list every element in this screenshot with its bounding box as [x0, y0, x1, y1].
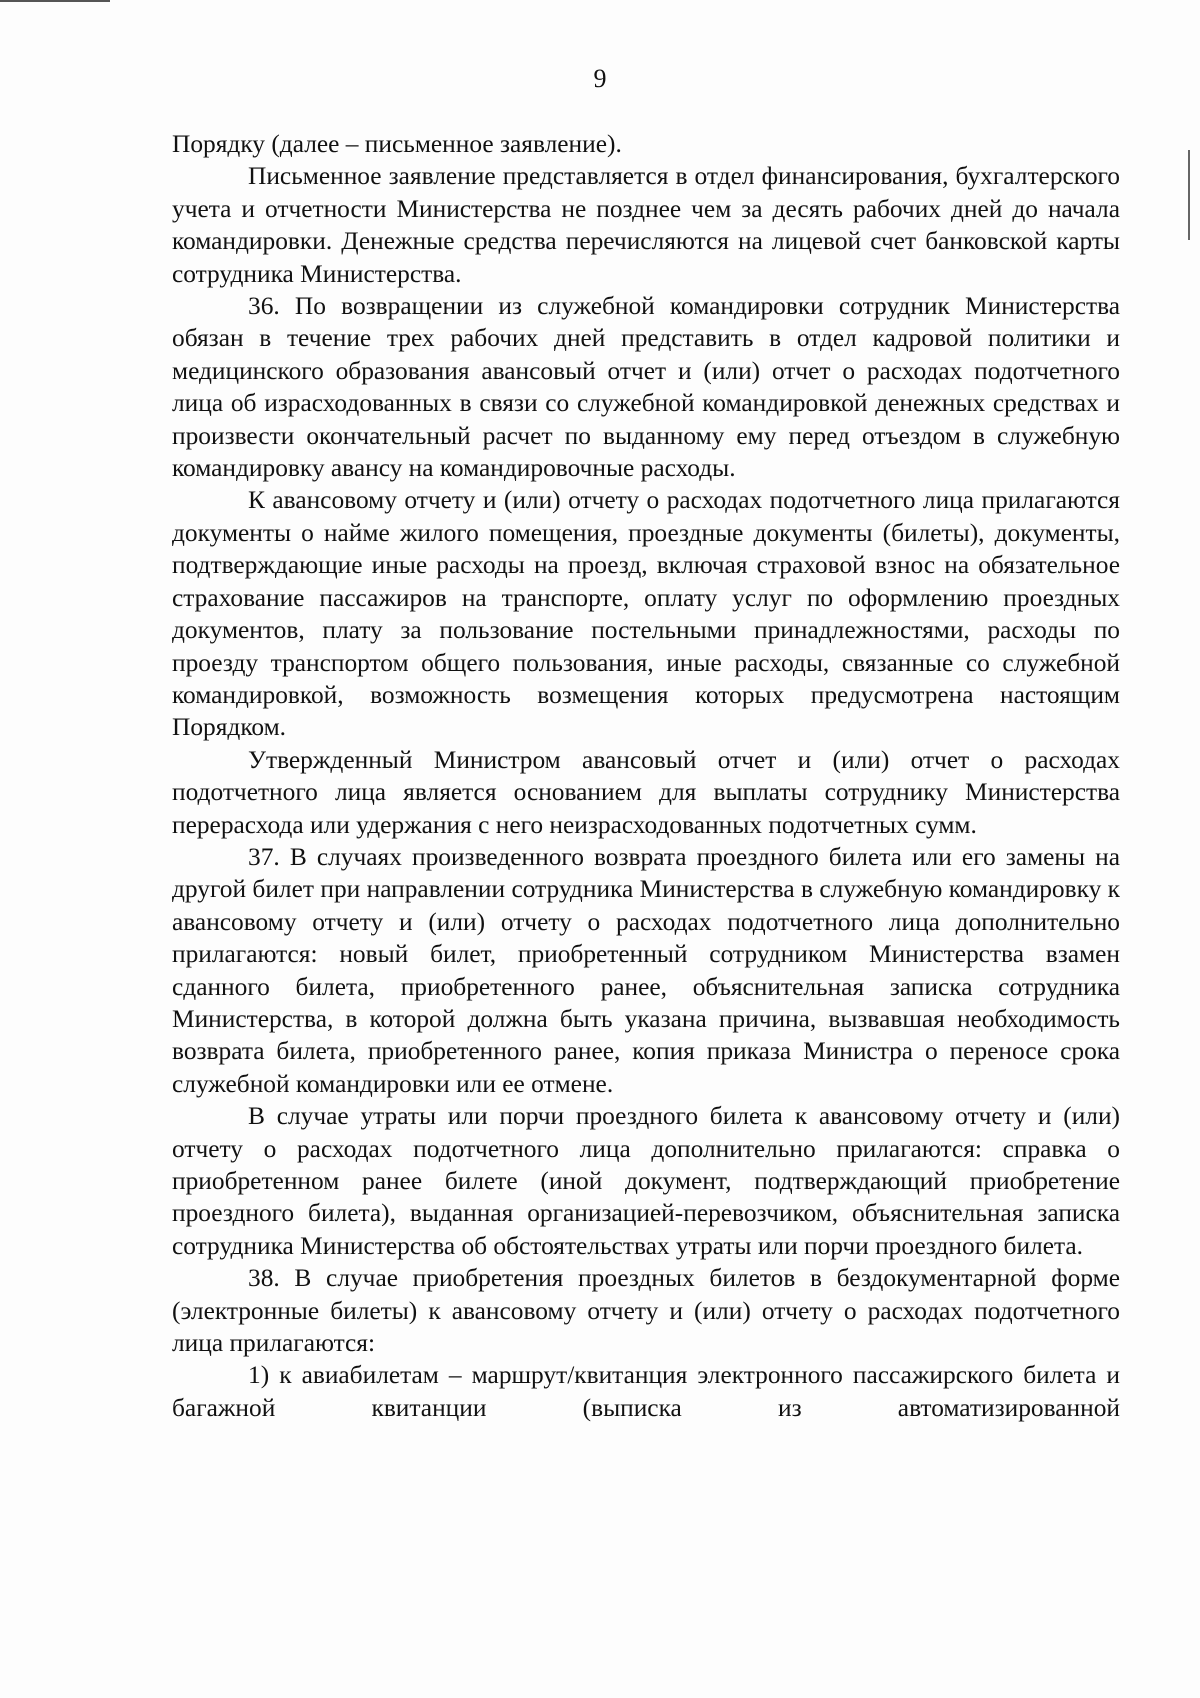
top-edge-line [0, 0, 110, 2]
document-body [172, 128, 1120, 1424]
paragraph-38-item-1: 1) к авиабилетам – маршрут/квитанция электронного пассажирского билета и багажной квитанции (выписка из автоматизированной [172, 1361, 1120, 1422]
right-edge-mark [1188, 150, 1190, 240]
paragraph-37: 37. В случаях произведенного возврата проездного билета или его замены на другой билет при направлении сотрудника Министерства в служебную командировку к авансовому отчету и (или) отчету о расходах подотчетного лица дополнительно прилагаются: новый билет, приобретенный сотрудником Министерства взамен сданного билета, приобретенного ранее, объяснительная записка сотрудника Министерства, в которой должна быть указана причина, вызвавшая необходимость возврата билета, приобретенного ранее, копия приказа Министра о переносе срока служебной командировки или ее отмене. [172, 842, 1120, 1098]
paragraph-approved-report: Утвержденный Министром авансовый отчет и (или) отчет о расходах подотчетного лица является основанием для выплаты сотруднику Министерства перерасхода или удержания с него неизрасходованных подотчетных сумм. [172, 745, 1120, 839]
paragraph-36: 36. По возвращении из служебной командировки сотрудник Министерства обязан в течение трех рабочих дней представить в отдел кадровой политики и медицинского образования авансовый отчет и (или) отчет о расходах подотчетного лица об израсходованных в связи со служебной командировкой денежных средствах и произвести окончательный расчет по выданному ему перед отъездом в служебную командировку авансу на командировочные расходы. [172, 292, 1120, 483]
paragraph-38: 38. В случае приобретения проездных билетов в бездокументарной форме (электронные билеты) к авансовому отчету и (или) отчету о расходах подотчетного лица прилагаются: [172, 1264, 1120, 1358]
paragraph-written-application: Письменное заявление представляется в отдел финансирования, бухгалтерского учета и отчетности Министерства не позднее чем за десять рабочих дней до начала командировки. Денежные средства перечисляются на лицевой счет банковской карты сотрудника Министерства. [172, 162, 1120, 288]
paragraph-continuation: Порядку (далее – письменное заявление). [172, 130, 622, 158]
page-number: 9 [593, 64, 607, 93]
paragraph-ticket-loss: В случае утраты или порчи проездного билета к авансовому отчету и (или) отчету о расходах подотчетного лица дополнительно прилагаются: справка о приобретенном ранее билете (иной документ, подтверждающий приобретение проездного билета), выданная организацией-перевозчиком, объяснительная записка сотрудника Министерства об обстоятельствах утраты или порчи проездного билета. [172, 1102, 1120, 1260]
paragraph-advance-report-attachments: К авансовому отчету и (или) отчету о расходах подотчетного лица прилагаются документы о найме жилого помещения, проездные документы (билеты), документы, подтверждающие иные расходы на проезд, включая страховой взнос на обязательное страхование пассажиров на транспорте, оплату услуг по оформлению проездных документов, плату за пользование постельными принадлежностями, расходы по проезду транспортом общего пользования, иные расходы, связанные со служебной командировкой, возможность возмещения которых предусмотрена настоящим Порядком. [172, 486, 1120, 742]
